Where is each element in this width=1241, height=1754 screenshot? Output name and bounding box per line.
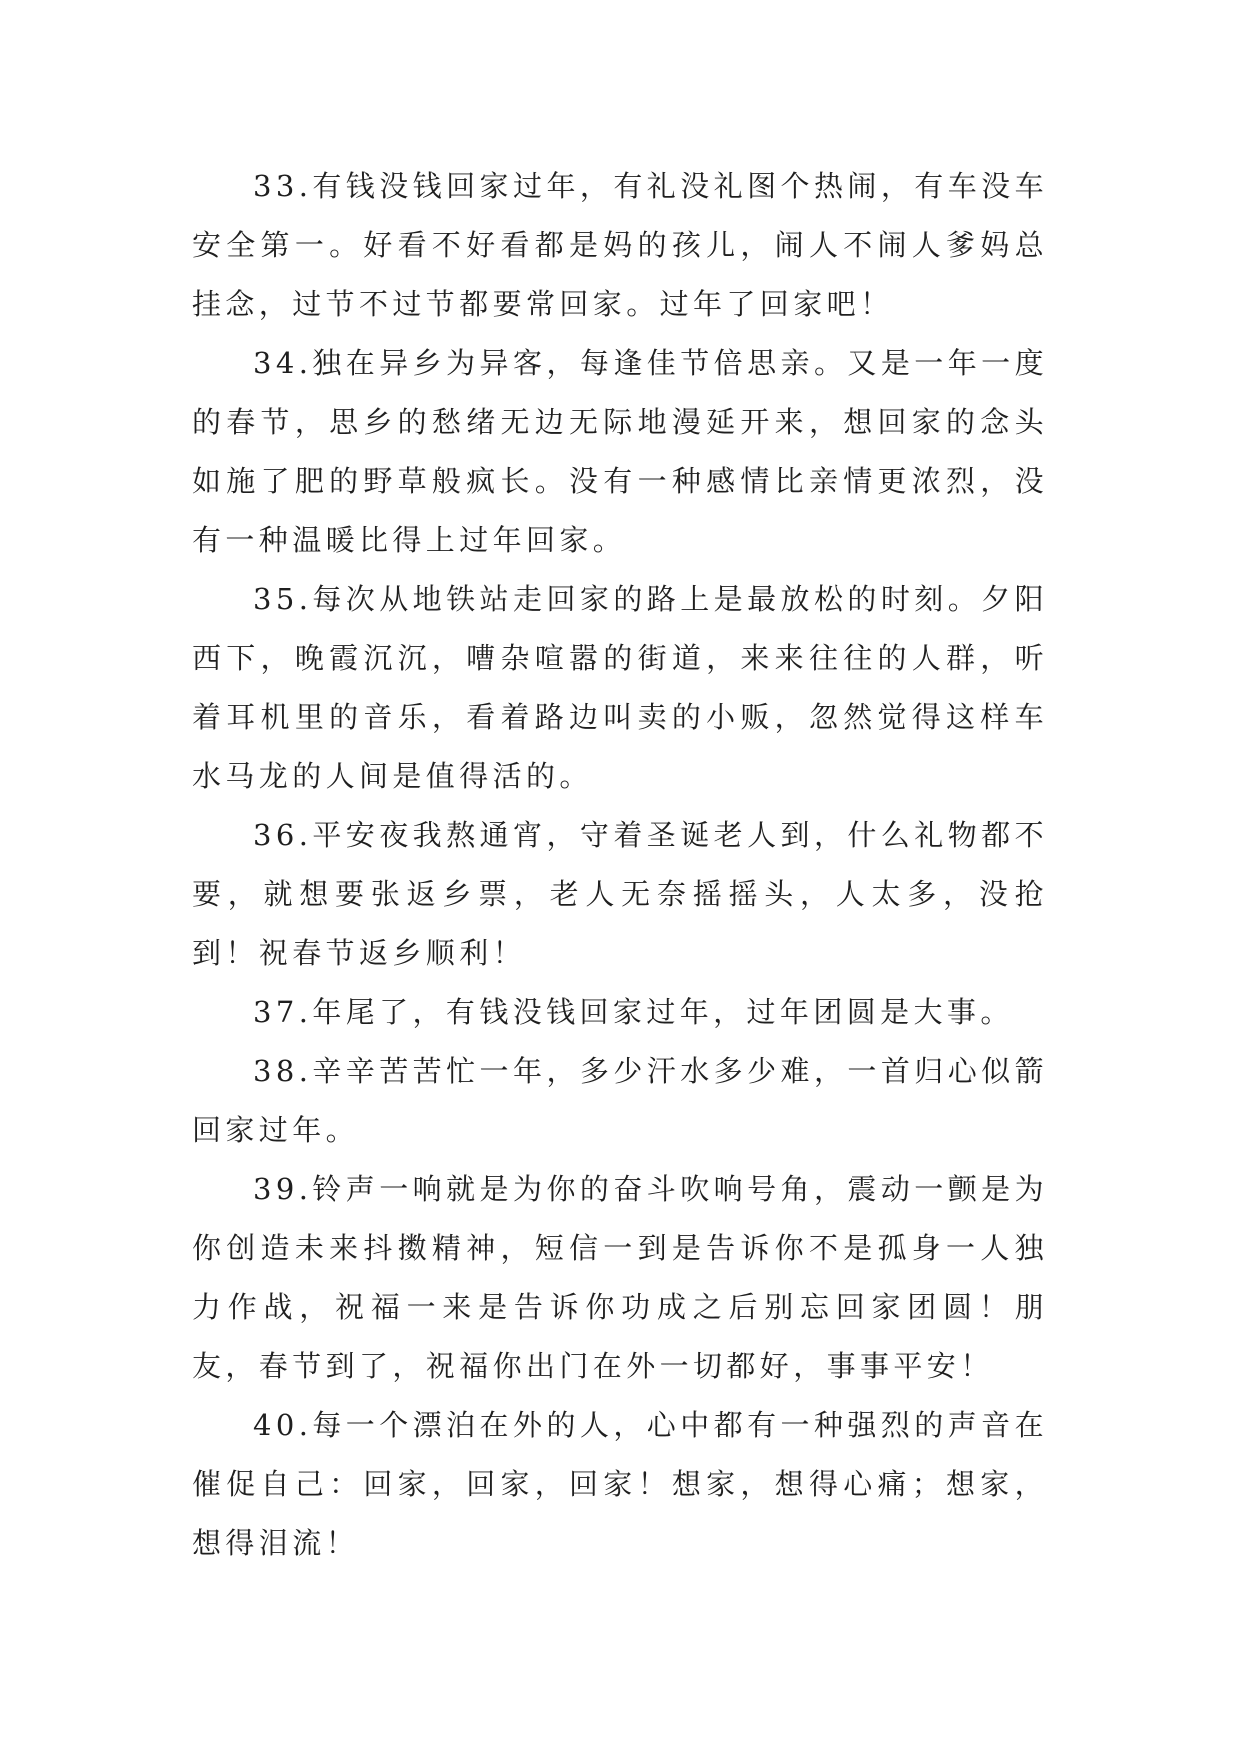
paragraph-36: 36.平安夜我熬通宵，守着圣诞老人到，什么礼物都不要，就想要张返乡票，老人无奈摇摇头，人太多，没抢到！祝春节返乡顺利！ <box>192 818 1048 970</box>
paragraph-39: 39.铃声一响就是为你的奋斗吹响号角，震动一颤是为你创造未来抖擞精神，短信一到是告诉你不是孤身一人独力作战，祝福一来是告诉你功成之后别忘回家团圆！朋友，春节到了，祝福你出门在外一切都好，事事平安！ <box>192 1172 1048 1383</box>
paragraph-35: 35.每次从地铁站走回家的路上是最放松的时刻。夕阳西下，晚霞沉沉，嘈杂喧嚣的街道，来来往往的人群，听着耳机里的音乐，看着路边叫卖的小贩，忽然觉得这样车水马龙的人间是值得活的。 <box>192 582 1048 793</box>
paragraph-40: 40.每一个漂泊在外的人，心中都有一种强烈的声音在催促自己：回家，回家，回家！想家，想得心痛；想家，想得泪流！ <box>192 1408 1048 1560</box>
paragraph-37: 37.年尾了，有钱没钱回家过年，过年团圆是大事。 <box>253 995 1014 1029</box>
paragraph-38: 38.辛辛苦苦忙一年，多少汗水多少难，一首归心似箭回家过年。 <box>192 1054 1048 1147</box>
paragraph-34: 34.独在异乡为异客，每逢佳节倍思亲。又是一年一度的春节，思乡的愁绪无边无际地漫延开来，想回家的念头如施了肥的野草般疯长。没有一种感情比亲情更浓烈，没有一种温暖比得上过年回家。 <box>192 346 1048 557</box>
paragraph-33: 33.有钱没钱回家过年，有礼没礼图个热闹，有车没车安全第一。好看不好看都是妈的孩儿，闹人不闹人爹妈总挂念，过节不过节都要常回家。过年了回家吧！ <box>192 169 1048 321</box>
document-body <box>192 157 1048 1573</box>
